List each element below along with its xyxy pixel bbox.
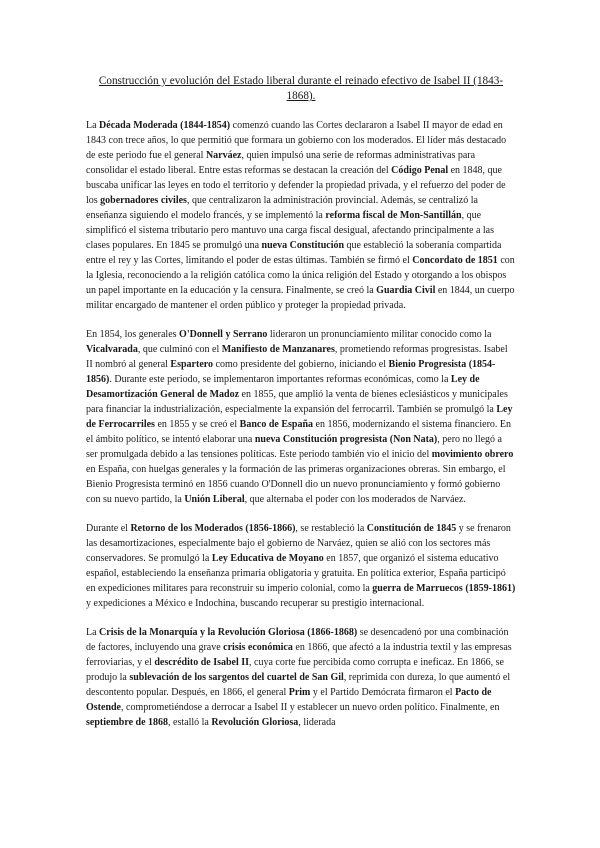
text-run: en 1866, que afectó a la industria textil y las empresas ferroviarias, y el — [86, 642, 512, 668]
text-run: Durante el — [86, 523, 131, 534]
bold-term: Ley de Desamortización General de Madoz — [86, 374, 480, 400]
bold-term: Vicalvarada — [86, 344, 138, 355]
bold-term: Código Penal — [391, 165, 449, 176]
document-body — [86, 118, 516, 730]
bold-term: Manifiesto de Manzanares — [221, 344, 335, 355]
text-run: , quien impulsó una serie de reformas administrativas para consolidar el estado liberal. Entre estas reformas se destacan la creación del — [86, 150, 476, 176]
bold-term: Ley de Ferrocarriles — [86, 404, 513, 430]
bold-term: Bienio Progresista (1854-1856) — [86, 359, 496, 385]
bold-term: gobernadores civiles — [100, 195, 187, 206]
text-run: , cuya corte fue percibida como corrupta e ineficaz. En 1866, se produjo la — [86, 657, 504, 683]
bold-term: movimiento obrero — [431, 449, 514, 460]
text-run: y el Partido Demócrata firmaron el — [310, 687, 456, 698]
bold-term: Constitución de 1845 — [366, 523, 457, 534]
bold-term: Pacto de Ostende — [86, 687, 492, 713]
text-run: y se frenaron las desamortizaciones, especialmente bajo el gobierno de Narváez, quien se alió con los sectores más conservadores. Se promulgó la — [86, 523, 511, 564]
bold-term: septiembre de 1868 — [86, 717, 169, 728]
text-run: , comprometiéndose a derrocar a Isabel II y establecer un nuevo orden político. Finalmente, en — [121, 702, 500, 713]
bold-term: O'Donnell y Serrano — [179, 329, 268, 340]
paragraph-decada-moderada — [86, 118, 516, 313]
text-run: y expediciones a México e Indochina, buscando recuperar su prestigio internacional. — [86, 598, 425, 609]
text-run: en España, con huelgas generales y la formación de las primeras organizaciones obreras. Sin embargo, el Bienio Progresista terminó en 1856 cuando O'Donnell dio un nuevo pronunciamiento y formó gobierno con su nuevo partido, la — [86, 464, 506, 505]
bold-term: nueva Constitución progresista (Non Nata) — [254, 434, 438, 445]
bold-term: Espartero — [170, 359, 214, 370]
bold-term: Unión Liberal — [184, 494, 245, 505]
bold-term: Narváez — [205, 150, 242, 161]
text-run: La — [86, 627, 100, 638]
text-run: En 1854, los generales — [86, 329, 180, 340]
bold-term: sublevación de los sargentos del cuartel de San Gil — [129, 672, 344, 683]
text-run: en 1857, que organizó el sistema educativo español, estableciendo la enseñanza primaria obligatoria y gratuita. En política exterior, España participó en expediciones militares para reconstruir su imperio colonial, como la — [86, 553, 506, 594]
document-title: Construcción y evolución del Estado liberal durante el reinado efectivo de Isabel II (1843-1868). — [98, 75, 504, 102]
paragraph-retorno-moderados — [86, 521, 516, 611]
text-run: en 1855, que amplió la venta de bienes eclesiásticos y municipales para financiar la industrialización, especialmente la expansión del ferrocarril. También se promulgó la — [86, 389, 508, 415]
paragraph-crisis-monarquia — [86, 625, 516, 730]
text-run: , reprimida con dureza, lo que aumentó el descontento popular. Después, en 1866, el general — [86, 672, 511, 698]
bold-term: Crisis de la Monarquía y la Revolución Gloriosa (1866-1868) — [99, 627, 358, 638]
bold-term: Revolución Gloriosa — [211, 717, 299, 728]
text-run: en 1855 y se creó el — [154, 419, 240, 430]
text-run: La — [86, 120, 100, 131]
bold-term: crisis económica — [223, 642, 293, 653]
bold-term: Guardia Civil — [376, 285, 436, 296]
text-run: con la Iglesia, reconociendo a la religión católica como la única religión del Estado y otorgando a los obispos un papel importante en la educación y la censura. Finalmente, se creó la — [86, 255, 515, 296]
bold-term: Prim — [288, 687, 311, 698]
bold-term: Década Moderada (1844-1854) — [99, 120, 231, 131]
text-run: en 1848, que buscaba unificar las leyes en todo el territorio y defender la propiedad privada, y el refuerzo del poder de los — [86, 165, 506, 206]
bold-term: Concordato de 1851 — [412, 255, 498, 266]
paragraph-bienio-progresista — [86, 327, 516, 507]
bold-term: nueva Constitución — [261, 240, 345, 251]
text-run: . Durante este periodo, se implementaron importantes reformas económicas, como la — [109, 374, 451, 385]
bold-term: descrédito de Isabel II — [154, 657, 250, 668]
text-run: en 1856, modernizando el sistema financiero. En el ámbito político, se intentó elaborar una — [86, 419, 512, 445]
text-run: en 1844, un cuerpo militar encargado de mantener el orden público y proteger la propiedad privada. — [86, 285, 515, 311]
text-run: , estalló la — [168, 717, 212, 728]
bold-term: guerra de Marruecos (1859-1861) — [372, 583, 516, 594]
text-run: comenzó cuando las Cortes declararon a Isabel II mayor de edad en 1843 con trece años, lo que permitió que formara un gobierno con los moderados. El líder más destacado de este periodo fue el general — [86, 120, 507, 161]
text-run: , que alternaba el poder con los moderados de Narváez. — [244, 494, 466, 505]
text-run: , que centralizaron la administración provincial. Además, se centralizó la enseñanza siguiendo el modelo francés, y se implementó la — [86, 195, 478, 221]
text-run: , se restableció la — [295, 523, 367, 534]
text-run: se desencadenó por una combinación de factores, incluyendo una grave — [86, 627, 509, 653]
bold-term: reforma fiscal de Mon-Santillán — [325, 210, 462, 221]
text-run: , que simplificó el sistema tributario pero mantuvo una carga fiscal desigual, afectando principalmente a las clases populares. En 1845 se promulgó una — [86, 210, 495, 251]
text-run: lideraron un pronunciamiento militar conocido como la — [267, 329, 492, 340]
text-run: que estableció la soberanía compartida entre el rey y las Cortes, limitando el poder de estas últimas. También se firmó el — [86, 240, 502, 266]
bold-term: Retorno de los Moderados (1856-1866) — [130, 523, 296, 534]
text-run: , que culminó con el — [137, 344, 222, 355]
text-run: como presidente del gobierno, iniciando el — [213, 359, 389, 370]
text-run: , prometiendo reformas progresistas. Isabel II nombró al general — [86, 344, 508, 370]
text-run: , pero no llegó a ser promulgada debido a las tensiones políticas. Este periodo también vio el inicio del — [86, 434, 502, 460]
bold-term: Ley Educativa de Moyano — [211, 553, 324, 564]
bold-term: Banco de España — [239, 419, 314, 430]
text-run: , liderada — [298, 717, 336, 728]
